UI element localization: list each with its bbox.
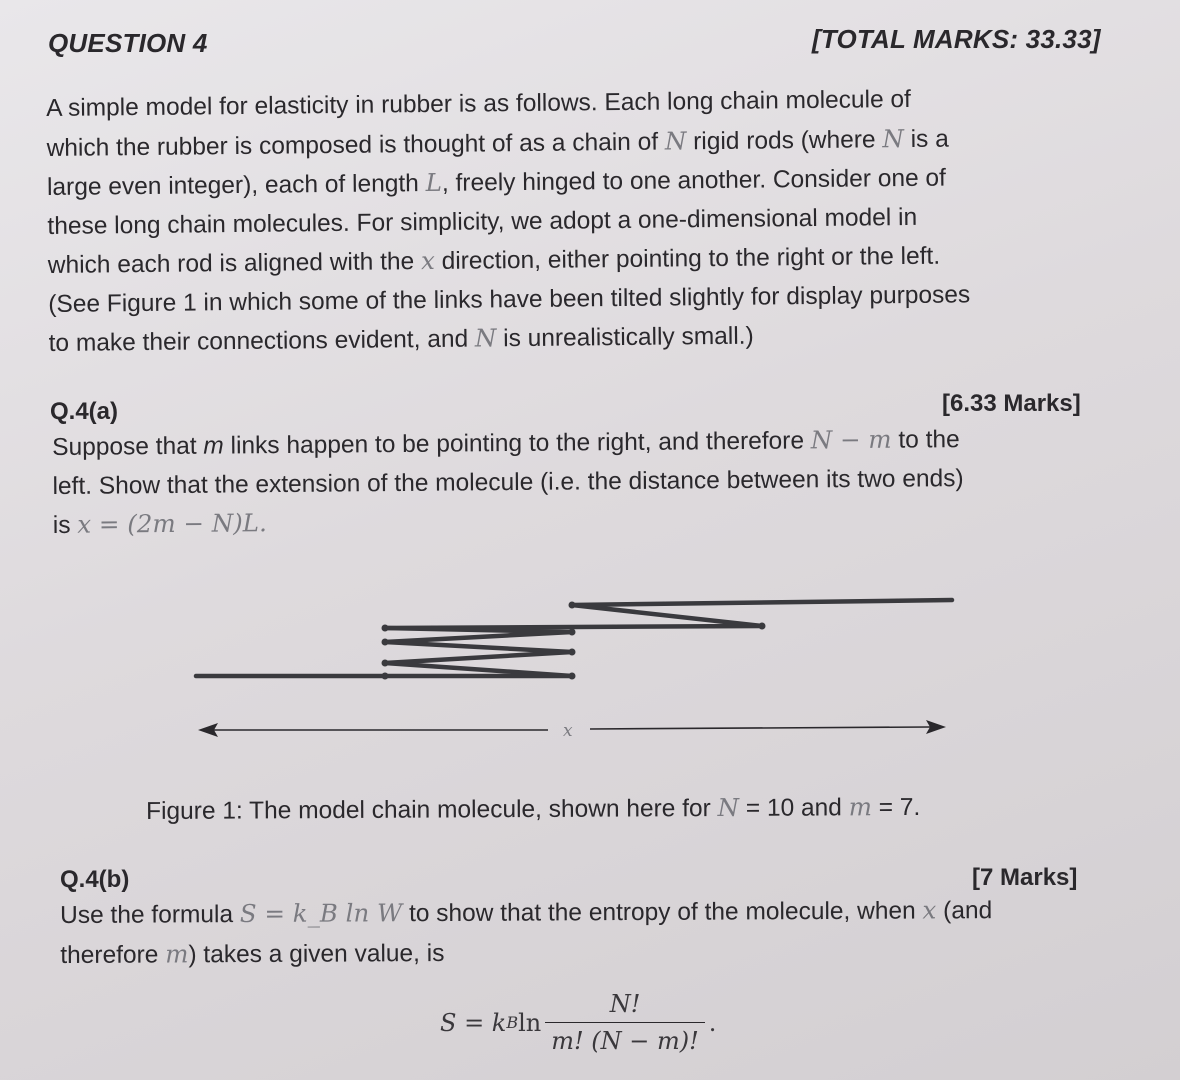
formula-fraction xyxy=(545,990,705,1055)
hinge xyxy=(382,660,389,667)
chain-molecule-figure xyxy=(0,580,1180,780)
q4a-line-3: is x = (2m − N)L. xyxy=(52,508,267,539)
rod-4 xyxy=(385,652,572,663)
intro-line-4: these long chain molecules. For simplicity, we adopt a one-dimensional model in xyxy=(47,203,918,240)
entropy-formula xyxy=(440,990,716,1055)
hinge xyxy=(382,625,389,632)
formula-denominator: m! (N − m)! xyxy=(551,1027,699,1055)
formula-subscript: B xyxy=(506,1013,519,1032)
q4a-marks: [6.33 Marks] xyxy=(942,390,1081,417)
hinge xyxy=(569,602,576,609)
formula-lhs: S = k xyxy=(440,1008,507,1037)
total-marks: [TOTAL MARKS: 33.33] xyxy=(812,24,1101,54)
rod-9 xyxy=(572,605,762,626)
question-heading: QUESTION 4 xyxy=(48,28,208,58)
q4b-paragraph xyxy=(60,890,1140,975)
intro-line-5: which each rod is aligned with the x direction, either pointing to the right or the left. xyxy=(47,242,941,279)
formula-numerator: N! xyxy=(545,990,705,1023)
q4b-marks: [7 Marks] xyxy=(972,864,1078,891)
q4b-line-1: Use the formula S = k_B ln W to show that the entropy of the molecule, when x (and xyxy=(60,895,993,929)
intro-line-7: to make their connections evident, and N is unrealistically small.) xyxy=(48,322,754,357)
figure-caption: Figure 1: The model chain molecule, shown here for N = 10 and m = 7. xyxy=(146,792,921,825)
q4a-line-2: left. Show that the extension of the molecule (i.e. the distance between its two ends) xyxy=(52,464,964,500)
hinge xyxy=(569,649,576,656)
rod-10 xyxy=(572,600,952,605)
q4b-line-2: therefore m) takes a given value, is xyxy=(60,938,445,969)
hinge xyxy=(382,639,389,646)
q4a-line-1: Suppose that m links happen to be pointing to the right, and therefore N − m to the xyxy=(52,424,960,461)
q4a-label: Q.4(a) xyxy=(50,398,119,425)
intro-line-2: which the rubber is composed is thought of as a chain of N rigid rods (where N is a xyxy=(46,123,949,162)
formula-ln: ln xyxy=(518,1008,542,1037)
hinge xyxy=(382,673,389,680)
formula-period: . xyxy=(708,1008,717,1037)
extension-label: x xyxy=(563,721,573,741)
hinge xyxy=(569,629,576,636)
rod-8 xyxy=(385,626,762,628)
hinge xyxy=(759,623,766,630)
rod-5 xyxy=(385,642,572,652)
q4a-paragraph xyxy=(52,419,1133,546)
hinge xyxy=(569,673,576,680)
intro-line-3: large even integer), each of length L, freely hinged to one another. Consider one of xyxy=(46,164,947,201)
intro-line-6: (See Figure 1 in which some of the links have been tilted slightly for display purposes xyxy=(48,280,971,318)
q4b-label: Q.4(b) xyxy=(60,866,130,893)
intro-line-1: A simple model for elasticity in rubber is as follows. Each long chain molecule of xyxy=(46,85,912,122)
intro-paragraph xyxy=(46,79,1129,364)
